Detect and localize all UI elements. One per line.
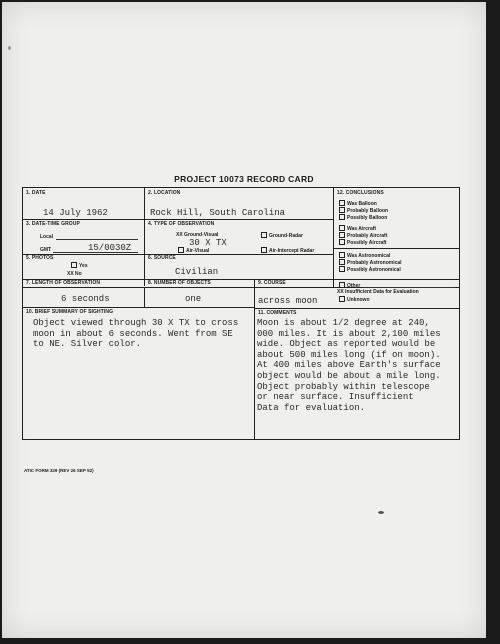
comment-line: Data for evaluation. bbox=[257, 402, 366, 413]
conclusion-label: Was Astronomical bbox=[347, 253, 391, 259]
checkbox bbox=[339, 266, 345, 272]
conclusion-option[interactable] bbox=[339, 200, 377, 207]
comments-text bbox=[257, 318, 441, 413]
conclusion-label: Probably Astronomical bbox=[347, 260, 402, 266]
comment-line: about 500 miles long (if on moon). bbox=[257, 349, 441, 360]
comment-line: Moon is about 1/2 degree at 240, bbox=[257, 318, 430, 328]
conclusion-label: Other bbox=[347, 283, 361, 289]
conclusion-label: Was Balloon bbox=[347, 201, 377, 207]
course-label: 9. COURSE bbox=[258, 280, 286, 286]
form-footer: ATIC FORM 329 (REV 26 SEP 52) bbox=[24, 468, 94, 473]
conclusion-option[interactable] bbox=[339, 232, 387, 239]
checkbox bbox=[71, 262, 77, 268]
length-of-observation-value: 6 seconds bbox=[61, 294, 110, 304]
checkbox bbox=[339, 232, 345, 238]
source-value: Civilian bbox=[175, 267, 219, 277]
conclusions-label: 12. CONCLUSIONS bbox=[337, 190, 384, 196]
checkbox bbox=[178, 247, 184, 253]
conclusion-option[interactable] bbox=[339, 207, 388, 214]
divider bbox=[333, 279, 459, 280]
air-visual-label: Air-Visual bbox=[186, 248, 210, 254]
conclusion-option[interactable] bbox=[339, 282, 360, 289]
divider bbox=[333, 188, 334, 288]
photos-yes-label: Yes bbox=[79, 263, 88, 269]
local-label: Local bbox=[40, 234, 54, 240]
checkbox bbox=[339, 282, 345, 288]
checkbox bbox=[339, 200, 345, 206]
ground-radar-label: Ground-Radar bbox=[269, 233, 303, 239]
conclusion-option[interactable] bbox=[339, 259, 402, 266]
source-label: 6. SOURCE bbox=[148, 255, 176, 261]
checkbox bbox=[339, 259, 345, 265]
divider bbox=[254, 308, 459, 309]
checkbox bbox=[339, 214, 345, 220]
type-of-observation-label: 4. TYPE OF OBSERVATION bbox=[148, 221, 215, 227]
number-of-objects-value: one bbox=[185, 294, 202, 304]
conclusion-label: Possibly Astronomical bbox=[347, 267, 401, 273]
divider bbox=[23, 219, 333, 220]
checkbox bbox=[339, 296, 345, 302]
comment-line: 000 miles. It is about 2,100 miles bbox=[257, 328, 441, 339]
number-of-objects-label: 8. NUMBER OF OBJECTS bbox=[148, 280, 211, 286]
conclusion-label: Possibly Balloon bbox=[347, 215, 388, 221]
date-label: 1. DATE bbox=[26, 190, 46, 196]
checkbox bbox=[261, 247, 267, 253]
divider bbox=[23, 307, 254, 308]
comments-label: 11. COMMENTS bbox=[258, 310, 297, 316]
ground-radar-option[interactable] bbox=[261, 232, 303, 239]
conclusion-label: Possibly Aircraft bbox=[347, 240, 387, 246]
record-card-form bbox=[22, 187, 460, 440]
checkbox bbox=[339, 207, 345, 213]
conclusion-label: Probably Balloon bbox=[347, 208, 389, 214]
conclusion-label: Unknown bbox=[347, 297, 370, 303]
conclusion-option[interactable] bbox=[339, 266, 401, 273]
summary-line: Object viewed through 30 X TX to cross bbox=[33, 318, 239, 328]
local-underline bbox=[56, 239, 138, 240]
divider bbox=[144, 287, 145, 307]
divider bbox=[333, 248, 459, 249]
typed-note: 30 X TX bbox=[189, 238, 227, 248]
conclusion-label: XX Insufficient Data for Evaluation bbox=[337, 289, 419, 295]
gmt-label: GMT bbox=[40, 247, 52, 253]
air-intercept-radar-label: Air-Intercept Radar bbox=[269, 248, 315, 254]
summary-line: to NE. Silver color. bbox=[33, 339, 142, 350]
conclusion-option[interactable] bbox=[339, 296, 370, 303]
comment-line: At 400 miles above Earth's surface bbox=[257, 360, 441, 371]
air-intercept-radar-option[interactable] bbox=[261, 247, 314, 254]
location-label: 2. LOCATION bbox=[148, 190, 181, 196]
scan-speck bbox=[8, 46, 11, 50]
brief-summary-text bbox=[33, 318, 238, 350]
divider bbox=[254, 279, 255, 439]
photos-label: 5. PHOTOS bbox=[26, 255, 54, 261]
photos-no-option[interactable] bbox=[67, 271, 82, 277]
conclusion-option[interactable] bbox=[339, 214, 387, 221]
date-time-group-label: 3. DATE-TIME GROUP bbox=[26, 221, 80, 227]
scan-speck bbox=[378, 511, 384, 514]
date-value: 14 July 1962 bbox=[43, 208, 108, 218]
card-title: PROJECT 10073 RECORD CARD bbox=[174, 174, 314, 184]
conclusion-label: Was Aircraft bbox=[347, 226, 377, 232]
comment-line: wide. Object as reported would be bbox=[257, 339, 436, 350]
checkbox bbox=[339, 225, 345, 231]
divider bbox=[144, 188, 145, 286]
gmt-value: 15/0030Z bbox=[88, 243, 132, 253]
brief-summary-label: 10. BRIEF SUMMARY OF SIGHTING bbox=[26, 309, 114, 315]
photos-no-label: XX No bbox=[67, 271, 82, 277]
comment-line: object would be about a mile long. bbox=[257, 370, 441, 381]
air-visual-option[interactable] bbox=[178, 247, 209, 254]
conclusion-option[interactable] bbox=[339, 239, 387, 246]
course-value: across moon bbox=[258, 296, 318, 306]
conclusion-option-selected[interactable] bbox=[337, 289, 419, 295]
checkbox bbox=[339, 239, 345, 245]
ground-visual-label: XX Ground-Visual bbox=[176, 232, 219, 238]
photos-yes-option[interactable] bbox=[71, 262, 88, 269]
conclusion-option[interactable] bbox=[339, 225, 376, 232]
checkbox bbox=[339, 252, 345, 258]
summary-line: moon in about 6 seconds. Went from SE bbox=[33, 328, 233, 339]
length-of-observation-label: 7. LENGTH OF OBSERVATION bbox=[26, 280, 101, 286]
conclusion-option[interactable] bbox=[339, 252, 390, 259]
checkbox bbox=[261, 232, 267, 238]
location-value: Rock Hill, South Carolina bbox=[150, 208, 286, 218]
record-card-page bbox=[2, 2, 486, 638]
comment-line: Object probably within telescope bbox=[257, 381, 430, 392]
comment-line: or near surface. Insufficient bbox=[257, 392, 414, 403]
divider bbox=[23, 254, 333, 255]
other-underline bbox=[363, 287, 455, 288]
conclusion-label: Probably Aircraft bbox=[347, 233, 388, 239]
